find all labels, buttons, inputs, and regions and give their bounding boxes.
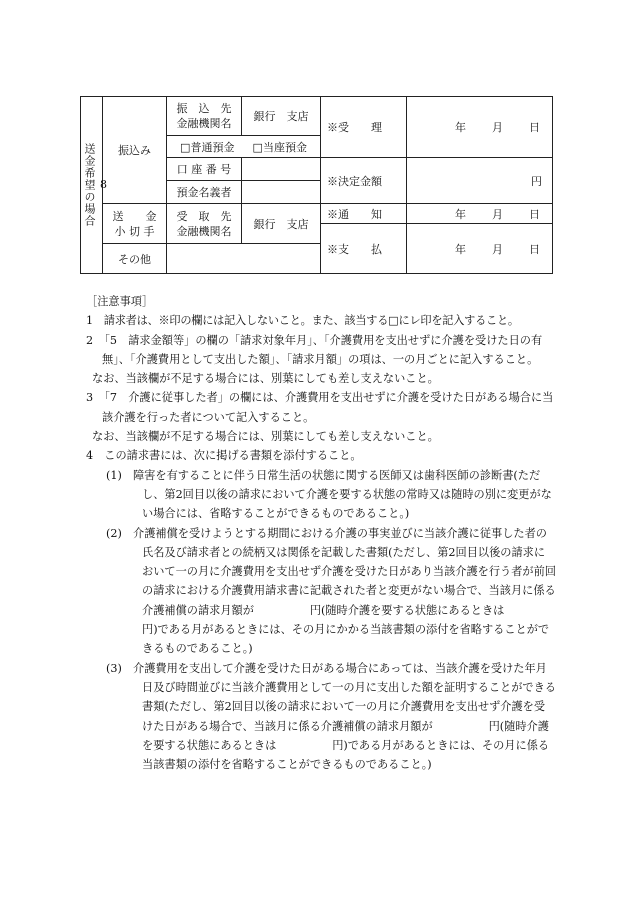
bank-label: 振 込 先 金融機関名	[167, 97, 242, 136]
toza-checkbox[interactable]: □当座預金	[252, 140, 307, 154]
kettei-label: ※決定金額	[321, 158, 407, 204]
account-name-field[interactable]	[242, 181, 321, 204]
sonota-label: その他	[103, 244, 167, 274]
futsu-checkbox[interactable]: □普通預金	[180, 140, 235, 154]
note-sub-2: (2) 介護補償を受けようとする期間における介護の事実並びに当該介護に従事した者の氏名及び請求者との続柄又は関係を記載した書類(ただし、第2回目以後の請求において一の月に介護費用を支出せず介護を受けた日があり当該介護を行う者が前回の請求における介護費用請求書に記載された者と変更がない場合で、当該月に係る介護補償の請求月額が 円(随時介護を要する状態にあるときは 円)である月があるときには、その月にかかる当該書類の添付を省略することができるものであること。)	[106, 526, 561, 656]
tsuchi-label: ※通 知	[321, 204, 407, 224]
account-number-label: 口 座 番 号	[167, 158, 242, 181]
furikomi-label: 振込み	[103, 97, 167, 204]
sokin-label: 送 金 小 切 手	[103, 204, 167, 244]
shiharai-label: ※支 払	[321, 224, 407, 274]
receiver-label: 受 取 先 金融機関名	[167, 204, 242, 244]
juri-date: 年 月 日	[407, 97, 553, 158]
note-sub-1: (1) 障害を有することに伴う日常生活の状態に関する医師又は歯科医師の診断書(ただし、第2回目以後の請求において介護を要する状態の常時又は随時の別に変更がない場合には、省略することができるものであること。)	[106, 468, 552, 521]
sonota-field[interactable]	[167, 244, 321, 274]
note-item-4: 4 この請求書には、次に掲げる書類を添付すること。	[86, 449, 362, 463]
shiharai-date: 年 月 日	[407, 224, 553, 274]
kettei-amount: 円	[407, 158, 553, 204]
section-8-label: 8 送金希望の場合	[81, 97, 103, 274]
receiver-value: 銀行 支店	[242, 204, 321, 244]
note-sub-3: (3) 介護費用を支出して介護を受けた日がある場合にあっては、当該介護を受けた年月日及び時間並びに当該介護費用として一の月に支出した額を証明することができる書類(ただし、第2回目以後の請求において一の月に介護費用を支出せず介護を受けた日がある場合で、当該月に係る介護補償の請求月額が 円(随時介護を要する状態にあるときは 円)である月があるときには、その月に係る当該書類の添付を省略することができるものであること。)	[106, 661, 556, 772]
note-item-2-note: なお、当該欄が不足する場合には、別葉にしても差し支えないこと。	[92, 372, 439, 386]
tsuchi-date: 年 月 日	[407, 204, 553, 224]
note-item-1: 1 請求者は、※印の欄には記入しないこと。また、該当する□にレ印を記入すること。	[86, 314, 519, 328]
note-item-2: 2 「5 請求金額等」の欄の「請求対象年月」、「介護費用を支出せずに介護を受けた日の有無」、「介護費用として支出した額」、「請求月額」の項は、一の月ごとに記入すること。	[86, 333, 543, 366]
notes-header: ［注意事項］	[86, 295, 154, 308]
account-name-label: 預金名義者	[167, 181, 242, 204]
account-type	[167, 136, 321, 158]
bank-value: 銀行 支店	[242, 97, 321, 136]
note-item-3-note: なお、当該欄が不足する場合には、別葉にしても差し支えないこと。	[92, 430, 439, 444]
juri-label: ※受 理	[321, 97, 407, 158]
account-number-field[interactable]	[242, 158, 321, 181]
notes-section	[86, 292, 561, 774]
note-item-3: 3 「7 介護に従事した者」の欄には、介護費用を支出せずに介護を受けた日がある場合に当該介護を行った者について記入すること。	[86, 391, 554, 424]
remittance-table	[80, 96, 553, 274]
